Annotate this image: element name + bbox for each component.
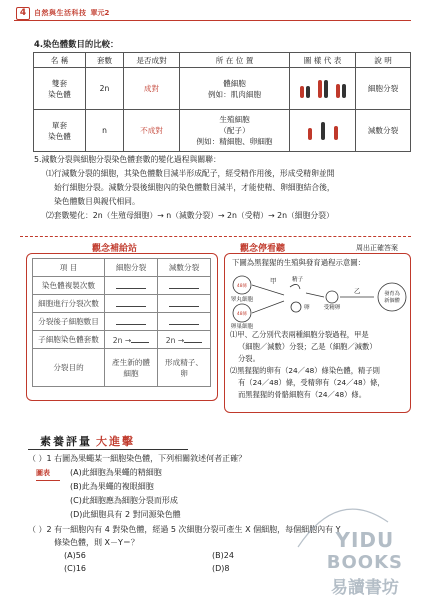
practice-questions: [230, 329, 408, 401]
sperm-icon: [290, 284, 300, 289]
practice-q2-line: ⑵黑猩猩的卵有（24／48）條染色體，精子則: [230, 366, 380, 375]
table-header-row: [34, 53, 411, 68]
sperm-label: 精子: [292, 277, 304, 283]
location-line: 例如：肌肉細胞: [207, 89, 262, 99]
purpose-cell: [158, 349, 211, 387]
process-a-label: 甲: [270, 277, 277, 285]
watermark-line3: 易讀書坊: [330, 578, 399, 598]
location-line: （配子）: [219, 126, 250, 135]
chromosome-comparison-table: [33, 52, 411, 152]
testis-chrom-label: 48條: [236, 284, 248, 289]
question-1: [28, 452, 246, 522]
section-divider: [20, 236, 411, 237]
name-line: 染色體: [48, 89, 71, 99]
option-d[interactable]: (D)此細胞具有 2 對同源染色體: [70, 510, 181, 519]
section5: [34, 153, 409, 223]
review-header-row: [33, 259, 211, 277]
review-row-label: 細胞進行分裂次數: [33, 295, 105, 313]
ovary-chrom-label: 48條: [236, 312, 248, 317]
section5-item1-line: 始行細胞分裂。減數分裂後細胞內的染色體數目減半，才能使精、卵細胞結合後，: [54, 183, 335, 192]
table-row: [34, 68, 411, 110]
answer-blank[interactable]: [105, 331, 158, 349]
review-row-label: 染色體複製次數: [33, 277, 105, 295]
egg-label: 卵: [304, 305, 310, 311]
row-sets: n: [86, 110, 124, 152]
ovary-label: 卵巢細胞: [230, 324, 254, 329]
egg-icon: [291, 302, 301, 312]
header-divider: [14, 20, 411, 21]
row-note: 細胞分裂: [356, 68, 411, 110]
purpose-line: 形成精子、: [165, 357, 203, 367]
option-c[interactable]: (C)此細胞應為細胞分裂而形成: [70, 496, 178, 505]
page-number: 4: [16, 7, 30, 20]
evaluation-underline: [28, 449, 188, 450]
book-name: 自然與生活科技: [34, 9, 87, 17]
review-row-label: 子細胞染色體套數: [33, 331, 105, 349]
purpose-line: 產生新的體: [112, 357, 150, 367]
practice-intro: 下圖為黑猩猩的生殖與發育過程示意圖：: [232, 258, 366, 267]
row-location: [180, 110, 290, 152]
practice-q1-line: ⑴甲、乙分別代表兩種細胞分裂過程，甲是: [230, 330, 369, 339]
section4-title: 4.染色體數目的比較：: [34, 39, 119, 49]
watermark-line2: BOOKS: [326, 552, 403, 573]
diploid-chromosome-diagram: [290, 68, 356, 110]
question-1-stem: （ ）1 右圖為果蠅某一細胞染色體，下列相關敘述何者正確？: [28, 454, 247, 463]
zygote-label: 受精卵: [323, 305, 341, 311]
review-col-meiosis: 減數分裂: [158, 259, 211, 277]
col-sets: 套數: [86, 53, 124, 68]
option-b[interactable]: (B)24: [212, 551, 234, 560]
question-2-stem: （ ）2 有一細胞內有 4 對染色體，經過 5 次細胞分裂可產生 X 個細胞，每個細胞內有 Y: [28, 525, 341, 534]
arrow-testis: [252, 285, 284, 295]
unit-label: 單元2: [90, 9, 110, 17]
col-location: 所 在 位 置: [180, 53, 290, 68]
haploid-chromosome-diagram: [290, 110, 356, 152]
zygote-icon: [326, 291, 338, 303]
practice-q2-line: 而黑猩猩的骨骼細胞有（24／48）條。: [238, 390, 367, 399]
testis-label: 睪丸細胞: [230, 297, 254, 303]
watermark: [327, 528, 403, 598]
col-name: 名 稱: [34, 53, 86, 68]
table-row: [33, 349, 211, 387]
review-row-label: 分裂目的: [33, 349, 105, 387]
newborn-label-b: 新個體: [384, 298, 400, 304]
option-c[interactable]: (C)16: [64, 564, 87, 573]
name-line: 染色體: [48, 131, 71, 141]
name-line: 單套: [51, 120, 68, 130]
purpose-line: 細胞: [123, 368, 139, 378]
section5-item1-line: ⑴行減數分裂的細胞，其染色體數目減半形成配子，經受精作用後，形成受精卵並開: [46, 169, 335, 178]
evaluation-title: [40, 433, 135, 449]
section5-title: 5.減數分裂與細胞分裂染色體套數的變化過程與關聯：: [34, 155, 221, 164]
review-row-label: 分裂後子細胞數目: [33, 313, 105, 331]
practice-panel-subtitle: 周出正確答案: [356, 244, 398, 252]
table-row: [33, 277, 211, 295]
practice-q2-line: 有（24／48）條，受精卵有（24／48）條，: [238, 378, 385, 387]
answer-blank[interactable]: [158, 313, 211, 331]
row-sets: 2n: [86, 68, 124, 110]
answer-blank[interactable]: [105, 277, 158, 295]
row-name: [34, 110, 86, 152]
table-row: [33, 331, 211, 349]
location-line: 例如：精細胞、卵細胞: [196, 137, 273, 146]
location-line: 生殖細胞: [219, 115, 250, 124]
answer-blank[interactable]: [158, 295, 211, 313]
reproduction-diagram: [226, 263, 410, 329]
newborn-label-a: 發育為: [384, 291, 400, 297]
question-2-stem-line2: 條染色體，則 X－Y＝？: [54, 538, 139, 547]
row-note: 減數分裂: [356, 110, 411, 152]
row-paired: 不成對: [124, 110, 180, 152]
process-b-label: 乙: [354, 287, 361, 295]
row-paired: 成對: [124, 68, 180, 110]
newborn-icon: [378, 283, 406, 311]
answer-blank[interactable]: [158, 277, 211, 295]
answer-blank[interactable]: [105, 295, 158, 313]
review-table: [32, 258, 211, 387]
review-col-mitosis: 細胞分裂: [105, 259, 158, 277]
purpose-cell: [105, 349, 158, 387]
col-diagram: 圖 樣 代 表: [290, 53, 356, 68]
section5-item2: ⑵套數變化：2n（生殖母細胞）→ n（減數分裂）→ 2n（受精）→ 2n（細胞分裂）: [46, 211, 334, 220]
table-row: [33, 313, 211, 331]
page-header: [16, 6, 109, 20]
review-col-item: 項 目: [33, 259, 105, 277]
evaluation-title-b: 大進擊: [96, 435, 135, 448]
option-b[interactable]: (B)此為果蠅的複眼細胞: [70, 482, 154, 491]
option-a[interactable]: (A)56: [64, 551, 86, 560]
answer-blank[interactable]: [105, 313, 158, 331]
watermark-line1: YIDU: [335, 528, 395, 552]
option-a[interactable]: (A)此細胞為果蠅的精細胞: [70, 468, 162, 477]
answer-blank[interactable]: [158, 331, 211, 349]
location-line: 體細胞: [223, 78, 246, 88]
arrow-fertilize: [306, 293, 324, 297]
arrow-ovary: [252, 301, 284, 313]
set-change-text: 2n →: [112, 335, 132, 345]
col-note: 說 明: [356, 53, 411, 68]
chart-tag: 圖表: [36, 466, 60, 481]
col-paired: 是否成對: [124, 53, 180, 68]
set-change-text: 2n →: [165, 335, 185, 345]
row-name: [34, 68, 86, 110]
practice-q1-line: 分裂。: [238, 354, 260, 363]
practice-q1-line: （細胞／減數）分裂；乙是（細胞／減數）: [238, 342, 377, 351]
option-d[interactable]: (D)8: [212, 564, 230, 573]
practice-panel-title: 觀念停看聽: [240, 244, 286, 254]
evaluation-title-a: 素養評量: [40, 435, 92, 448]
name-line: 雙套: [51, 78, 68, 88]
review-panel-title: 觀念補給站: [92, 244, 138, 254]
row-location: [180, 68, 290, 110]
table-row: [33, 295, 211, 313]
purpose-line: 卵: [180, 368, 188, 378]
table-row: [34, 110, 411, 152]
section5-item1-line: 染色體數目與親代相同。: [54, 197, 140, 206]
